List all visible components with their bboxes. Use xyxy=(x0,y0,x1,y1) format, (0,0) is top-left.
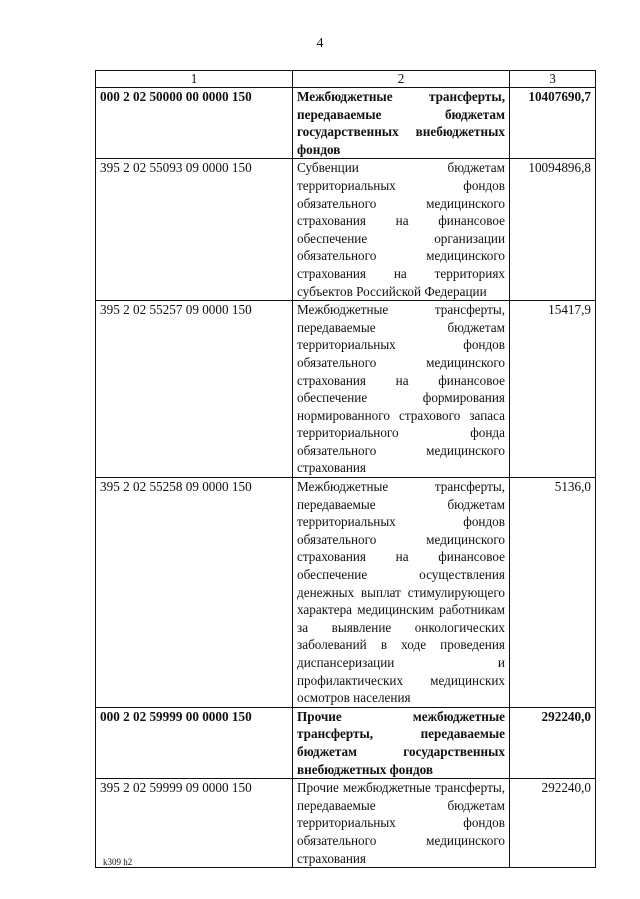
column-header-code: 1 xyxy=(96,71,293,88)
table-row xyxy=(96,779,596,868)
footer-code: k309 h2 xyxy=(103,857,133,867)
row-amount: 292240,0 xyxy=(510,779,596,868)
row-amount: 10094896,8 xyxy=(510,159,596,301)
page-number: 4 xyxy=(316,36,324,51)
row-code: 000 2 02 59999 00 0000 150 xyxy=(96,707,293,778)
column-header-name: 2 xyxy=(293,71,510,88)
row-name: Прочие межбюджетные трансферты, передаваемые бюджетам территориальных фондов обязательного медицинского страхования xyxy=(293,779,510,868)
table-row xyxy=(96,478,596,708)
table-row xyxy=(96,159,596,301)
column-header-amount: 3 xyxy=(510,71,596,88)
row-code: 395 2 02 59999 09 0000 150 xyxy=(96,779,293,868)
row-amount: 10407690,7 xyxy=(510,88,596,159)
row-code: 395 2 02 55257 09 0000 150 xyxy=(96,301,293,478)
row-name: Прочие межбюджетные трансферты, передаваемые бюджетам государственных внебюджетных фондов xyxy=(293,707,510,778)
row-code: 000 2 02 50000 00 0000 150 xyxy=(96,88,293,159)
table-row xyxy=(96,301,596,478)
row-amount: 15417,9 xyxy=(510,301,596,478)
row-amount: 5136,0 xyxy=(510,478,596,708)
row-name: Межбюджетные трансферты, передаваемые бюджетам территориальных фондов обязательного медицинского страхования на финансовое обеспечение осуществления денежных выплат стимулирующего характера медицинским работникам за выявление онкологических заболеваний в ходе проведения диспансеризации и профилактических медицинских осмотров населения xyxy=(293,478,510,708)
row-amount: 292240,0 xyxy=(510,707,596,778)
table-row xyxy=(96,707,596,778)
row-code: 395 2 02 55258 09 0000 150 xyxy=(96,478,293,708)
table-header-row xyxy=(96,71,596,88)
row-name: Межбюджетные трансферты, передаваемые бюджетам территориальных фондов обязательного медицинского страхования на финансовое обеспечение формирования нормированного страхового запаса территориального фонда обязательного медицинского страхования xyxy=(293,301,510,478)
row-code: 395 2 02 55093 09 0000 150 xyxy=(96,159,293,301)
budget-table xyxy=(95,70,596,868)
table-row xyxy=(96,88,596,159)
row-name: Межбюджетные трансферты, передаваемые бюджетам государственных внебюджетных фондов xyxy=(293,88,510,159)
row-name: Субвенции бюджетам территориальных фондов обязательного медицинского страхования на финансовое обеспечение организации обязательного медицинского страхования на территориях субъектов Российской Федерации xyxy=(293,159,510,301)
